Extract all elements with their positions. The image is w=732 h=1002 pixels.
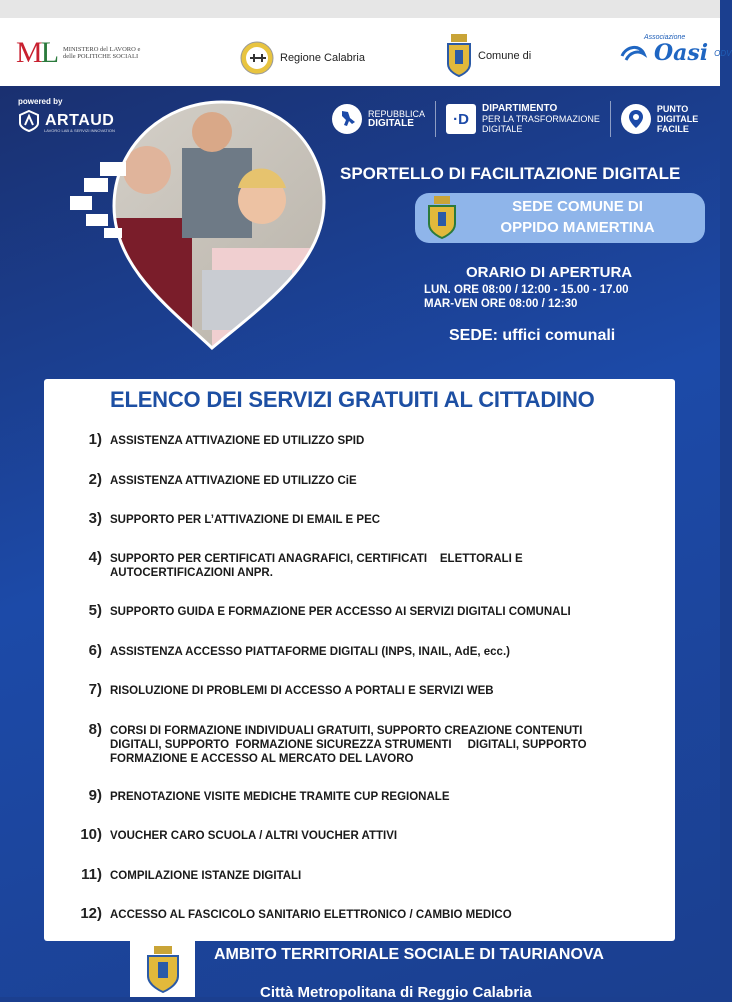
- partner-repubblica-digitale: [332, 101, 436, 137]
- service-number: 9): [88, 787, 102, 804]
- map-pin-icon: [621, 104, 651, 134]
- partner-logos: [332, 99, 718, 139]
- ministero-text: MINISTERO del LAVORO e delle POLITICHE SOCIALI: [63, 46, 141, 60]
- service-number: 8): [88, 721, 102, 738]
- d-logo-icon: ·D: [446, 104, 476, 134]
- comune-label: Comune di: [478, 50, 532, 62]
- artaud-tagline: LAVORO LAB & SERVIZI INNOVATION: [44, 128, 115, 133]
- service-text: ASSISTENZA ATTIVAZIONE ED UTILIZZO SPID: [110, 435, 365, 447]
- sede-line: SEDE COMUNE DI: [512, 198, 643, 215]
- service-text: ASSISTENZA ATTIVAZIONE ED UTILIZZO CiE: [110, 475, 357, 487]
- oasi-name: Oasi: [654, 40, 709, 66]
- taurianova-crest-icon: [130, 940, 195, 997]
- oasi-assoc: Associazione: [644, 34, 686, 41]
- sede-comune: [470, 196, 685, 238]
- regione-calabria-logo: [240, 40, 365, 76]
- orario-line: MAR-VEN ORE 08:00 / 12:30: [424, 298, 578, 310]
- oasi-logo: [618, 34, 732, 68]
- service-text: SUPPORTO GUIDA E FORMAZIONE PER ACCESSO AI SERVIZI DIGITALI COMUNALI: [110, 606, 571, 618]
- service-number: 5): [88, 602, 102, 619]
- top-strip: [0, 0, 720, 18]
- service-text: SUPPORTO PER L’ATTIVAZIONE DI EMAIL E PEC: [110, 514, 381, 526]
- regione-emblem-icon: [240, 40, 274, 76]
- partner-line: DIGITALE: [482, 124, 523, 134]
- service-number: 2): [88, 471, 102, 488]
- partner-line: DIGITALE: [368, 118, 414, 129]
- comune-crest-icon: [446, 34, 472, 78]
- regione-label: Regione Calabria: [280, 52, 365, 64]
- ministero-logo: [16, 36, 147, 70]
- comune-logo: [446, 34, 531, 78]
- partner-line: REPUBBLICA: [368, 109, 426, 119]
- services-title: ELENCO DEI SERVIZI GRATUITI AL CITTADINO: [110, 387, 595, 412]
- partner-punto-digitale: [621, 101, 708, 137]
- ministero-mark: ML: [16, 36, 58, 69]
- service-number: 6): [88, 642, 102, 659]
- service-number: 3): [88, 510, 102, 527]
- service-number: 4): [88, 549, 102, 566]
- partner-line: PUNTO: [656, 104, 689, 114]
- services-card: [44, 379, 675, 941]
- footer-citta: Città Metropolitana di Reggio Calabria: [260, 984, 532, 1001]
- footer-crest-box: [130, 940, 195, 997]
- service-text: COMPILAZIONE ISTANZE DIGITALI: [110, 870, 302, 882]
- service-text: ACCESSO AL FASCICOLO SANITARIO ELETTRONICO / CAMBIO MEDICO: [110, 909, 512, 921]
- service-number: 11): [81, 866, 102, 883]
- sportello-title: SPORTELLO DI FACILITAZIONE DIGITALE: [340, 164, 681, 183]
- sede-uffici: SEDE: uffici comunali: [449, 327, 616, 344]
- service-text: ASSISTENZA ACCESSO PIATTAFORME DIGITALI (INPS, INAIL, AdE, ecc.): [110, 646, 510, 658]
- service-text: CORSI DI FORMAZIONE INDIVIDUALI GRATUITI, SUPPORTO CREAZIONE CONTENUTI DIGITALI, SUPPORTO FORMAZIONE SICUREZZA STRUMENTI DIGITALI, SUPPORTO FORMAZIONE E ACCESSO AL MERCATO DEL LAVORO: [110, 725, 587, 765]
- service-number: 10): [80, 826, 102, 843]
- artaud-shield-icon: [18, 110, 40, 132]
- partner-line: FACILE: [656, 124, 689, 134]
- oasi-odv: ODV: [714, 48, 732, 58]
- service-number: 7): [88, 681, 102, 698]
- service-number: 1): [88, 431, 102, 448]
- service-text: PRENOTAZIONE VISITE MEDICHE TRAMITE CUP REGIONALE: [110, 791, 450, 803]
- partner-dipartimento: [446, 101, 611, 137]
- powered-by-label: powered by: [18, 97, 63, 106]
- service-number: 12): [80, 905, 102, 922]
- comune-crest-icon: [425, 196, 459, 240]
- service-text: SUPPORTO PER CERTIFICATI ANAGRAFICI, CERTIFICATI ELETTORALI E AUTOCERTIFICAZIONI ANPR.: [110, 553, 523, 579]
- service-text: VOUCHER CARO SCUOLA / ALTRI VOUCHER ATTIVI: [110, 830, 398, 842]
- italy-map-icon: [332, 104, 362, 134]
- partner-line: DIPARTIMENTO: [482, 103, 558, 114]
- partner-line: PER LA TRASFORMAZIONE: [482, 114, 600, 124]
- partner-line: DIGITALE: [656, 114, 699, 124]
- people-photo: [62, 98, 332, 354]
- orario-title: ORARIO DI APERTURA: [466, 264, 633, 281]
- sede-line: OPPIDO MAMERTINA: [500, 219, 655, 236]
- orario-line: LUN. ORE 08:00 / 12:00 - 15.00 - 17.00: [424, 284, 629, 296]
- artaud-name: ARTAUD: [45, 112, 115, 129]
- oasi-swirl-icon: [618, 38, 648, 68]
- footer-ambito: AMBITO TERRITORIALE SOCIALE DI TAURIANOVA: [214, 946, 604, 963]
- service-text: RISOLUZIONE DI PROBLEMI DI ACCESSO A PORTALI E SERVIZI WEB: [110, 685, 494, 697]
